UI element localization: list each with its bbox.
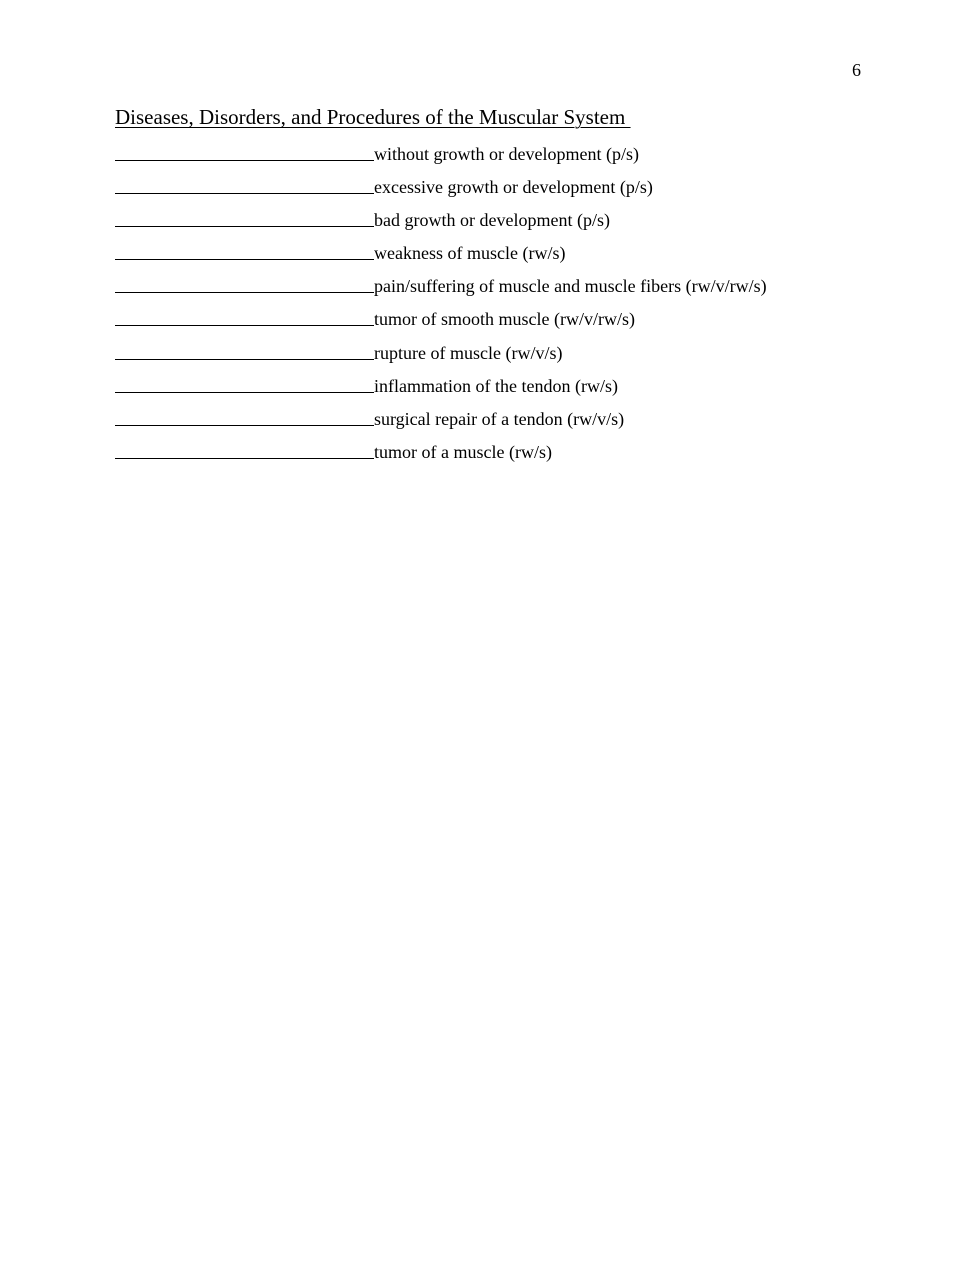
answer-blank[interactable] [115, 144, 374, 161]
term-row [115, 275, 767, 308]
answer-blank[interactable] [115, 177, 374, 194]
term-row [115, 242, 767, 275]
term-row [115, 342, 767, 375]
term-row [115, 209, 767, 242]
term-list [115, 143, 767, 474]
page-number: 6 [852, 60, 861, 80]
answer-blank[interactable] [115, 309, 374, 326]
term-row [115, 375, 767, 408]
term-definition: inflammation of the tendon (rw/s) [374, 375, 618, 396]
term-definition: bad growth or development (p/s) [374, 210, 610, 231]
term-definition: pain/suffering of muscle and muscle fibers (rw/v/rw/s) [374, 276, 767, 297]
term-definition: surgical repair of a tendon (rw/v/s) [374, 408, 625, 429]
answer-blank[interactable] [115, 376, 374, 393]
answer-blank[interactable] [115, 442, 374, 459]
term-definition: weakness of muscle (rw/s) [374, 243, 566, 264]
answer-blank[interactable] [115, 243, 374, 260]
answer-blank[interactable] [115, 409, 374, 426]
term-definition: excessive growth or development (p/s) [374, 177, 653, 198]
answer-blank[interactable] [115, 276, 374, 293]
answer-blank[interactable] [115, 343, 374, 360]
term-definition: without growth or development (p/s) [374, 144, 639, 164]
term-row [115, 408, 767, 441]
term-definition: tumor of smooth muscle (rw/v/rw/s) [374, 309, 635, 330]
term-row [115, 176, 767, 209]
term-definition: tumor of a muscle (rw/s) [374, 441, 552, 462]
answer-blank[interactable] [115, 210, 374, 227]
term-definition: rupture of muscle (rw/v/s) [374, 342, 563, 363]
term-row [115, 143, 767, 176]
term-row [115, 308, 767, 341]
term-row [115, 441, 767, 474]
section-title: Diseases, Disorders, and Procedures of the Muscular System [115, 105, 631, 129]
